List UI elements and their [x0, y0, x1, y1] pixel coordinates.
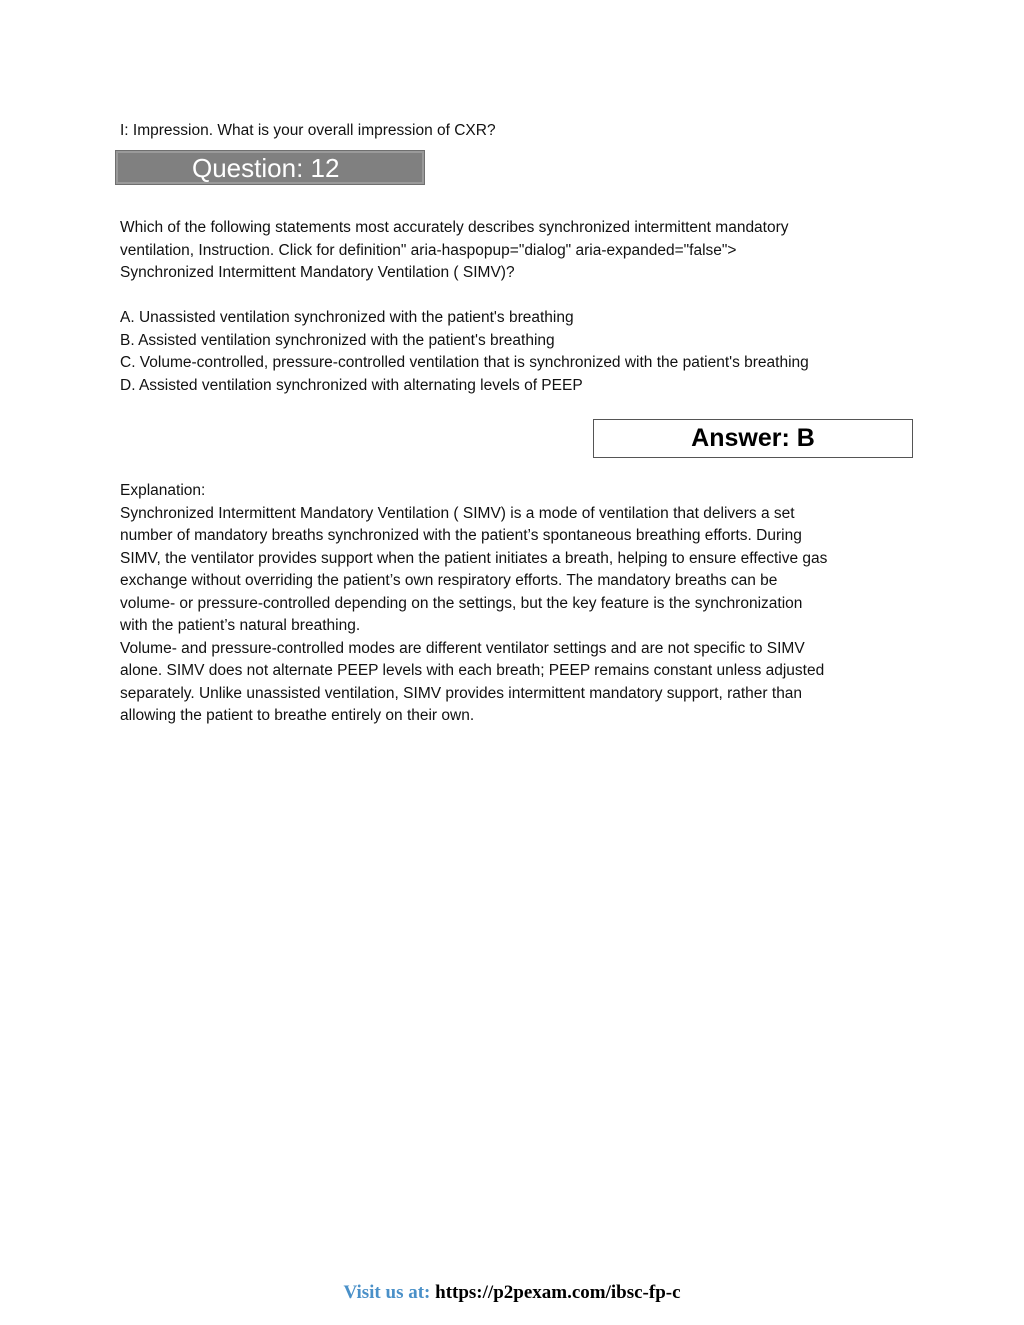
answer-text: Answer: B	[691, 424, 815, 452]
option-d: D. Assisted ventilation synchronized with alternating levels of PEEP	[120, 376, 583, 394]
answer-box	[593, 419, 913, 458]
intro-line: I: Impression. What is your overall impression of CXR?	[120, 122, 496, 139]
explanation-line: allowing the patient to breathe entirely on their own.	[120, 707, 475, 724]
option-a: A. Unassisted ventilation synchronized with the patient's breathing	[120, 309, 574, 326]
explanation-line: alone. SIMV does not alternate PEEP levels with each breath; PEEP remains constant unless adjusted	[120, 662, 825, 679]
question-heading: Question: 12	[192, 153, 340, 183]
footer-url-link[interactable]: https://p2pexam.com/ibsc-fp-c	[435, 1282, 681, 1303]
explanation-line: Volume- and pressure-controlled modes are different ventilator settings and are not specific to SIMV	[120, 639, 805, 657]
explanation-line: Synchronized Intermittent Mandatory Ventilation ( SIMV) is a mode of ventilation that delivers a set	[120, 504, 795, 522]
question-text-line: Which of the following statements most accurately describes synchronized intermittent mandatory	[120, 219, 789, 236]
question-heading-box	[115, 150, 425, 185]
explanation-line: exchange without overriding the patient’s own respiratory efforts. The mandatory breaths can be	[120, 572, 778, 589]
option-b: B. Assisted ventilation synchronized with the patient's breathing	[120, 331, 555, 349]
option-c: C. Volume-controlled, pressure-controlled ventilation that is synchronized with the patient's breathing	[120, 354, 809, 371]
explanation-line: SIMV, the ventilator provides support when the patient initiates a breath, helping to ensure effective gas	[120, 549, 828, 567]
explanation-line: volume- or pressure-controlled depending on the settings, but the key feature is the synchronization	[120, 594, 803, 612]
explanation-label: Explanation:	[120, 482, 206, 499]
footer	[0, 1281, 1024, 1305]
explanation-line: with the patient’s natural breathing.	[120, 617, 361, 634]
question-text-line: Synchronized Intermittent Mandatory Ventilation ( SIMV)?	[120, 264, 515, 281]
explanation-line: number of mandatory breaths synchronized with the patient’s spontaneous breathing efforts. During	[120, 527, 802, 544]
footer-label: Visit us at:	[343, 1282, 431, 1303]
explanation-line: separately. Unlike unassisted ventilation, SIMV provides intermittent mandatory support, rather than	[120, 684, 803, 702]
question-text-line: ventilation, Instruction. Click for definition" aria-haspopup="dialog" aria-expanded="false">	[120, 241, 737, 259]
